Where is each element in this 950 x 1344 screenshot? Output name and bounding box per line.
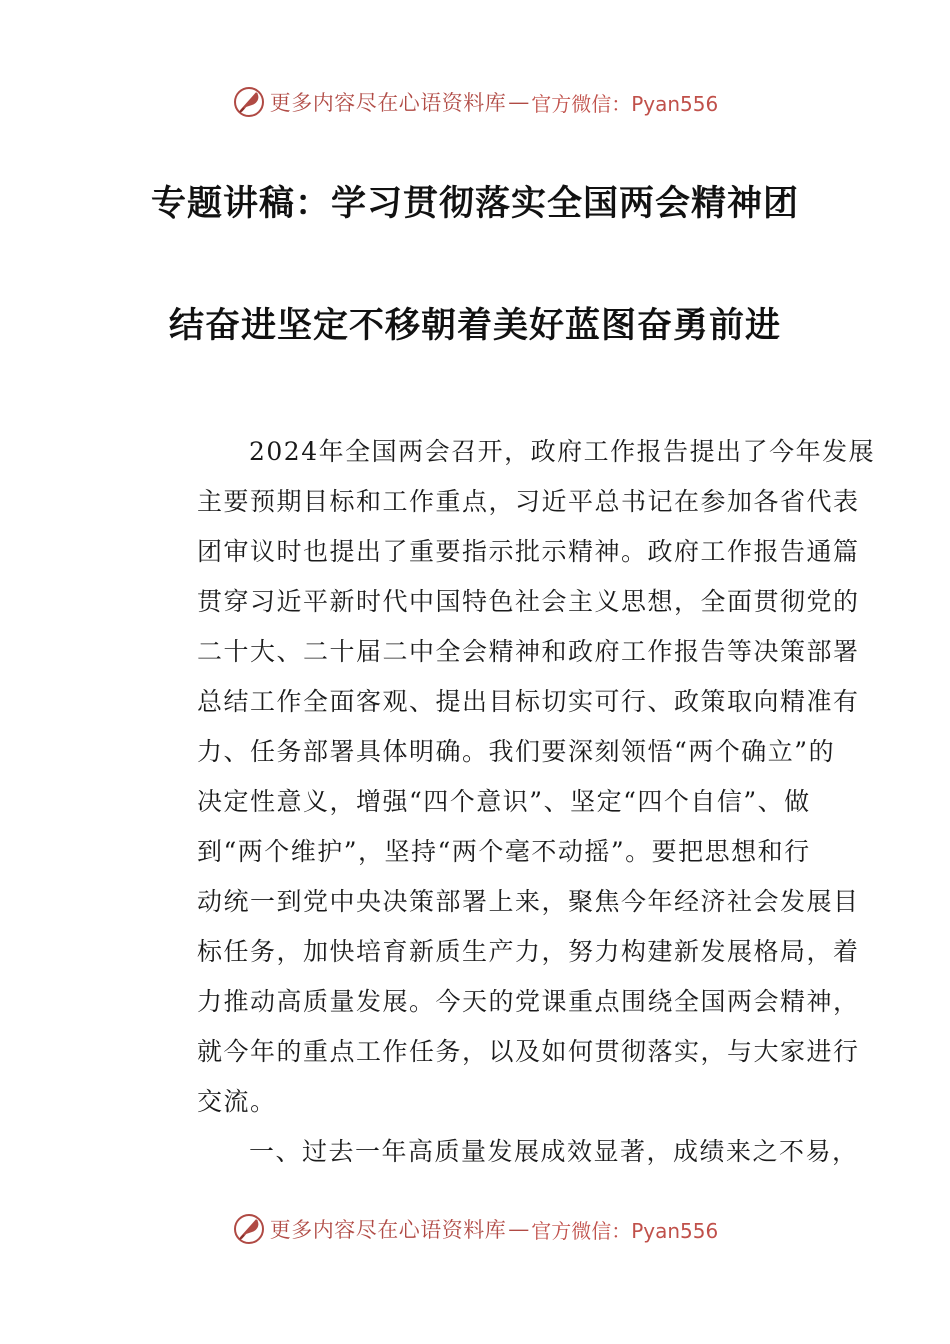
- banner-brand-text: 更多内容尽在心语资料库: [269, 91, 507, 115]
- text-line: 交流。: [197, 1087, 277, 1116]
- banner-contact-text: 官方微信：Pyan556: [531, 91, 719, 116]
- header-watermark-banner: [0, 80, 950, 124]
- document-title-line-2: 结奋进坚定不移朝着美好蓝图奋勇前进: [168, 306, 781, 346]
- text-line: 到“两个维护”，坚持“两个毫不动摇”。要把思想和行: [197, 837, 811, 866]
- quill-logo-icon: [232, 85, 266, 119]
- text-line: 力、任务部署具体明确。我们要深刻领悟“两个确立”的: [197, 737, 836, 766]
- document-body: [145, 427, 876, 1177]
- text-line: 二十大、二十届二中全会精神和政府工作报告等决策部署: [197, 637, 860, 666]
- text-line: 决定性意义，增强“四个意识”、坚定“四个自信”、做: [197, 787, 811, 816]
- text-line: 总结工作全面客观、提出目标切实可行、政策取向精准有: [197, 687, 860, 716]
- quill-logo-icon: [232, 1212, 266, 1246]
- text-line: 主要预期目标和工作重点，习近平总书记在参加各省代表: [197, 487, 860, 516]
- text-line: 就今年的重点工作任务，以及如何贯彻落实，与大家进行: [197, 1037, 860, 1066]
- footer-watermark-banner: [0, 1207, 950, 1251]
- paragraph: [145, 1127, 859, 1177]
- text-line: 团审议时也提出了重要指示批示精神。政府工作报告通篇: [197, 537, 860, 566]
- banner-dash: —: [508, 90, 530, 114]
- banner-dash: —: [508, 1217, 530, 1241]
- text-line: 一、过去一年高质量发展成效显著，成绩来之不易，: [249, 1137, 859, 1166]
- document-title-line-1: 专题讲稿：学习贯彻落实全国两会精神团: [150, 184, 799, 224]
- text-line: 力推动高质量发展。今天的党课重点围绕全国两会精神，: [197, 987, 860, 1016]
- banner-brand-text: 更多内容尽在心语资料库: [269, 1218, 507, 1242]
- text-line: 标任务，加快培育新质生产力，努力构建新发展格局，着: [197, 937, 860, 966]
- banner-contact-text: 官方微信：Pyan556: [531, 1218, 719, 1243]
- paragraph: [145, 427, 876, 1127]
- text-line: 2024年全国两会召开，政府工作报告提出了今年发展: [249, 437, 876, 466]
- text-line: 动统一到党中央决策部署上来，聚焦今年经济社会发展目: [197, 887, 860, 916]
- text-line: 贯穿习近平新时代中国特色社会主义思想，全面贯彻党的: [197, 587, 860, 616]
